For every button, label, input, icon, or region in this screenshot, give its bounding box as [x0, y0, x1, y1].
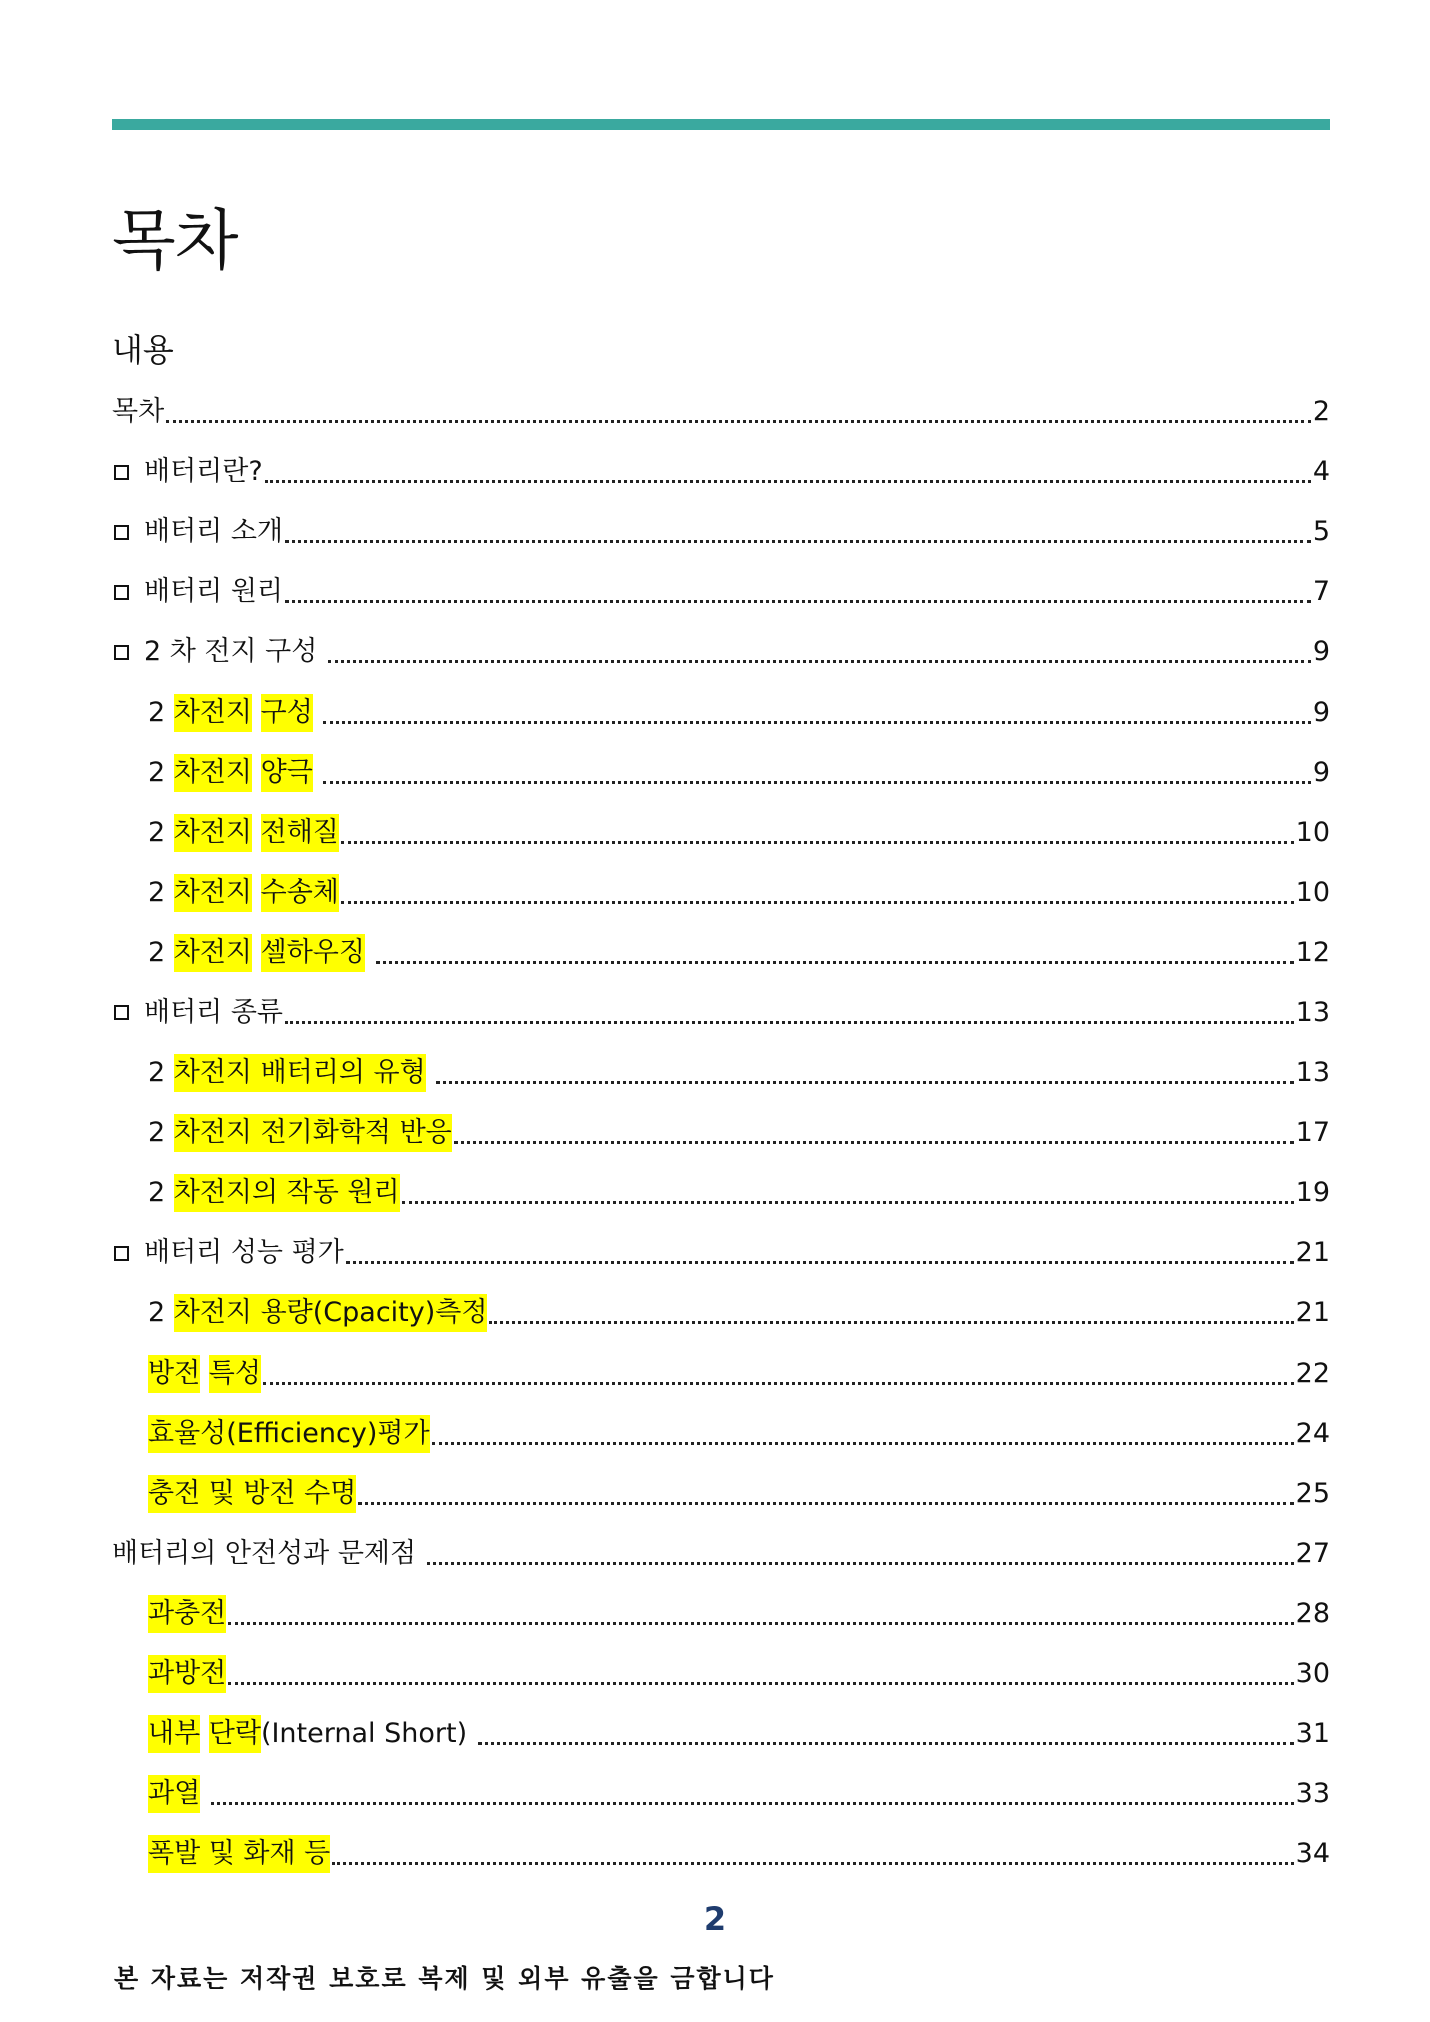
- toc-entry-title: [112, 994, 283, 1032]
- toc-page-number: 7: [1312, 576, 1330, 608]
- highlighted-text: 차전지: [174, 754, 252, 792]
- toc-page-number: 28: [1295, 1597, 1330, 1629]
- square-bullet-icon: [114, 585, 129, 600]
- toc-text: 목차: [112, 396, 165, 428]
- toc-entry[interactable]: [112, 863, 1330, 923]
- toc-page-number: 24: [1295, 1417, 1330, 1449]
- toc-entry[interactable]: [112, 382, 1330, 442]
- toc-text: (Internal Short): [260, 1718, 476, 1750]
- toc-text: [252, 814, 261, 852]
- toc-page-number: 34: [1295, 1838, 1330, 1870]
- highlighted-text: 차전지: [174, 694, 252, 732]
- dot-leader: [323, 780, 1310, 784]
- toc-text: [252, 934, 261, 972]
- highlighted-text: 내부: [148, 1715, 200, 1753]
- toc-text: 배터리의 안전성과 문제점: [112, 1537, 425, 1569]
- toc-entry-title: [148, 1355, 261, 1393]
- toc-entry[interactable]: [112, 562, 1330, 622]
- page-number: 2: [703, 1900, 727, 1938]
- toc-text: 2: [148, 936, 174, 968]
- dot-leader: [285, 599, 1311, 603]
- table-of-contents: [112, 382, 1330, 1884]
- toc-entry[interactable]: [112, 983, 1330, 1043]
- toc-page-number: 5: [1312, 516, 1330, 548]
- toc-entry-title: [112, 633, 326, 671]
- toc-entry-title: [148, 1835, 330, 1873]
- toc-entry[interactable]: [112, 923, 1330, 983]
- toc-entry-title: [148, 754, 321, 792]
- highlighted-text: 충전 및 방전 수명: [148, 1475, 356, 1513]
- top-accent-rule: [112, 119, 1330, 130]
- toc-text: 2: [148, 1297, 174, 1329]
- toc-entry-title: [148, 1655, 226, 1693]
- toc-entry-title: [148, 814, 339, 852]
- dot-leader: [228, 1681, 1293, 1685]
- toc-text: [200, 1775, 209, 1813]
- dot-leader: [228, 1621, 1293, 1625]
- toc-text: 배터리 원리: [144, 576, 283, 608]
- toc-page-number: 4: [1312, 456, 1330, 488]
- toc-entry[interactable]: [112, 1764, 1330, 1824]
- toc-text: 2: [148, 1057, 174, 1089]
- toc-entry[interactable]: [112, 743, 1330, 803]
- dot-leader: [489, 1320, 1293, 1324]
- toc-entry[interactable]: [112, 1524, 1330, 1584]
- toc-entry[interactable]: [112, 1644, 1330, 1704]
- toc-entry-title: [148, 694, 321, 732]
- highlighted-text: 수송체: [261, 874, 339, 912]
- toc-text: [200, 1715, 209, 1753]
- toc-entry[interactable]: [112, 1404, 1330, 1464]
- highlighted-text: 양극: [261, 754, 313, 792]
- toc-page-number: 31: [1295, 1718, 1330, 1750]
- highlighted-text: 차전지 배터리의 유형: [174, 1054, 426, 1092]
- toc-page-number: 13: [1295, 1057, 1330, 1089]
- highlighted-text: 차전지: [174, 814, 252, 852]
- dot-leader: [402, 1200, 1294, 1204]
- toc-entry[interactable]: [112, 442, 1330, 502]
- toc-entry-title: [148, 1475, 356, 1513]
- dot-leader: [358, 1501, 1293, 1505]
- highlighted-text: 구성: [261, 694, 313, 732]
- highlighted-text: 차전지 전기화학적 반응: [174, 1114, 452, 1152]
- toc-text: [252, 874, 261, 912]
- highlighted-text: 특성: [209, 1355, 261, 1393]
- highlighted-text: 과충전: [148, 1595, 226, 1633]
- toc-text: 배터리 종류: [144, 996, 283, 1028]
- toc-entry-title: [112, 573, 283, 611]
- toc-entry[interactable]: [112, 1824, 1330, 1884]
- toc-entry-title: [148, 934, 374, 972]
- toc-page-number: 33: [1295, 1778, 1330, 1810]
- toc-entry-title: [148, 1775, 209, 1813]
- toc-text: [365, 934, 374, 972]
- toc-text: 2: [148, 816, 174, 848]
- toc-text: [313, 694, 322, 732]
- toc-page-number: 9: [1312, 636, 1330, 668]
- toc-entry[interactable]: [112, 1704, 1330, 1764]
- toc-page-number: 27: [1295, 1537, 1330, 1569]
- highlighted-text: 전해질: [261, 814, 339, 852]
- dot-leader: [454, 1140, 1294, 1144]
- toc-entry[interactable]: [112, 1344, 1330, 1404]
- dot-leader: [265, 479, 1311, 483]
- highlighted-text: 폭발 및 화재 등: [148, 1835, 330, 1873]
- toc-entry-title: [148, 1415, 430, 1453]
- toc-entry-title: [148, 1054, 434, 1092]
- highlighted-text: 과방전: [148, 1655, 226, 1693]
- toc-entry[interactable]: [112, 1464, 1330, 1524]
- toc-page-number: 10: [1295, 876, 1330, 908]
- square-bullet-icon: [114, 525, 129, 540]
- highlighted-text: 차전지 용량(Cpacity)측정: [174, 1294, 488, 1332]
- dot-leader: [211, 1801, 1294, 1805]
- highlighted-text: 단락: [209, 1715, 261, 1753]
- toc-page-number: 12: [1295, 936, 1330, 968]
- toc-page-number: 30: [1295, 1658, 1330, 1690]
- toc-text: 2: [148, 1177, 174, 1209]
- toc-entry-title: [148, 1715, 476, 1753]
- toc-entry[interactable]: [112, 1163, 1330, 1223]
- toc-entry-title: [148, 1294, 487, 1332]
- toc-text: [426, 1054, 435, 1092]
- toc-entry-title: [112, 393, 164, 431]
- toc-entry[interactable]: [112, 1103, 1330, 1163]
- page-title: 목차: [112, 202, 238, 279]
- highlighted-text: 차전지: [174, 934, 252, 972]
- copyright-footer: 본 자료는 저작권 보호로 복제 및 외부 유출을 금합니다: [114, 1964, 775, 1993]
- toc-text: 2: [148, 696, 174, 728]
- highlighted-text: 차전지: [174, 874, 252, 912]
- dot-leader: [432, 1441, 1294, 1445]
- dot-leader: [436, 1080, 1293, 1084]
- toc-page-number: 9: [1312, 696, 1330, 728]
- toc-text: [252, 694, 261, 732]
- highlighted-text: 과열: [148, 1775, 200, 1813]
- toc-text: 배터리 소개: [144, 516, 283, 548]
- dot-leader: [341, 840, 1294, 844]
- toc-text: [200, 1355, 209, 1393]
- toc-heading: 내용: [112, 331, 174, 369]
- dot-leader: [285, 1020, 1294, 1024]
- toc-entry-title: [148, 874, 339, 912]
- toc-page-number: 25: [1295, 1477, 1330, 1509]
- toc-entry-title: [112, 1234, 344, 1272]
- toc-page-number: 2: [1312, 396, 1330, 428]
- dot-leader: [166, 419, 1311, 423]
- dot-leader: [346, 1260, 1294, 1264]
- toc-entry-title: [148, 1174, 400, 1212]
- toc-page-number: 13: [1295, 996, 1330, 1028]
- toc-entry[interactable]: [112, 1283, 1330, 1343]
- toc-entry-title: [148, 1595, 226, 1633]
- toc-entry[interactable]: [112, 803, 1330, 863]
- toc-page-number: 22: [1295, 1357, 1330, 1389]
- dot-leader: [323, 720, 1310, 724]
- toc-page-number: 19: [1295, 1177, 1330, 1209]
- toc-entry-title: [148, 1114, 452, 1152]
- toc-entry-title: [112, 513, 283, 551]
- toc-page-number: 9: [1312, 756, 1330, 788]
- dot-leader: [263, 1381, 1294, 1385]
- toc-text: [252, 754, 261, 792]
- dot-leader: [478, 1741, 1294, 1745]
- square-bullet-icon: [114, 465, 129, 480]
- toc-text: 2: [148, 876, 174, 908]
- dot-leader: [328, 659, 1311, 663]
- toc-entry[interactable]: [112, 622, 1330, 682]
- dot-leader: [427, 1561, 1294, 1565]
- toc-page-number: 21: [1295, 1297, 1330, 1329]
- square-bullet-icon: [114, 1246, 129, 1261]
- toc-entry[interactable]: [112, 682, 1330, 742]
- dot-leader: [341, 900, 1294, 904]
- toc-entry[interactable]: [112, 1584, 1330, 1644]
- toc-text: [313, 754, 322, 792]
- toc-entry-title: [112, 453, 263, 491]
- toc-entry-title: [112, 1535, 425, 1573]
- toc-text: 배터리란?: [144, 456, 263, 488]
- toc-page-number: 17: [1295, 1117, 1330, 1149]
- highlighted-text: 효율성(Efficiency)평가: [148, 1415, 430, 1453]
- highlighted-text: 셀하우징: [261, 934, 365, 972]
- highlighted-text: 방전: [148, 1355, 200, 1393]
- toc-entry[interactable]: [112, 1043, 1330, 1103]
- toc-text: 2: [148, 1117, 174, 1149]
- square-bullet-icon: [114, 645, 129, 660]
- toc-entry[interactable]: [112, 1223, 1330, 1283]
- square-bullet-icon: [114, 1005, 129, 1020]
- toc-text: 배터리 성능 평가: [144, 1237, 344, 1269]
- toc-page-number: 21: [1295, 1237, 1330, 1269]
- toc-entry[interactable]: [112, 502, 1330, 562]
- dot-leader: [285, 539, 1311, 543]
- highlighted-text: 차전지의 작동 원리: [174, 1174, 400, 1212]
- toc-text: 2: [148, 756, 174, 788]
- toc-page-number: 10: [1295, 816, 1330, 848]
- toc-text: 2 차 전지 구성: [144, 636, 326, 668]
- dot-leader: [332, 1861, 1293, 1865]
- dot-leader: [376, 960, 1294, 964]
